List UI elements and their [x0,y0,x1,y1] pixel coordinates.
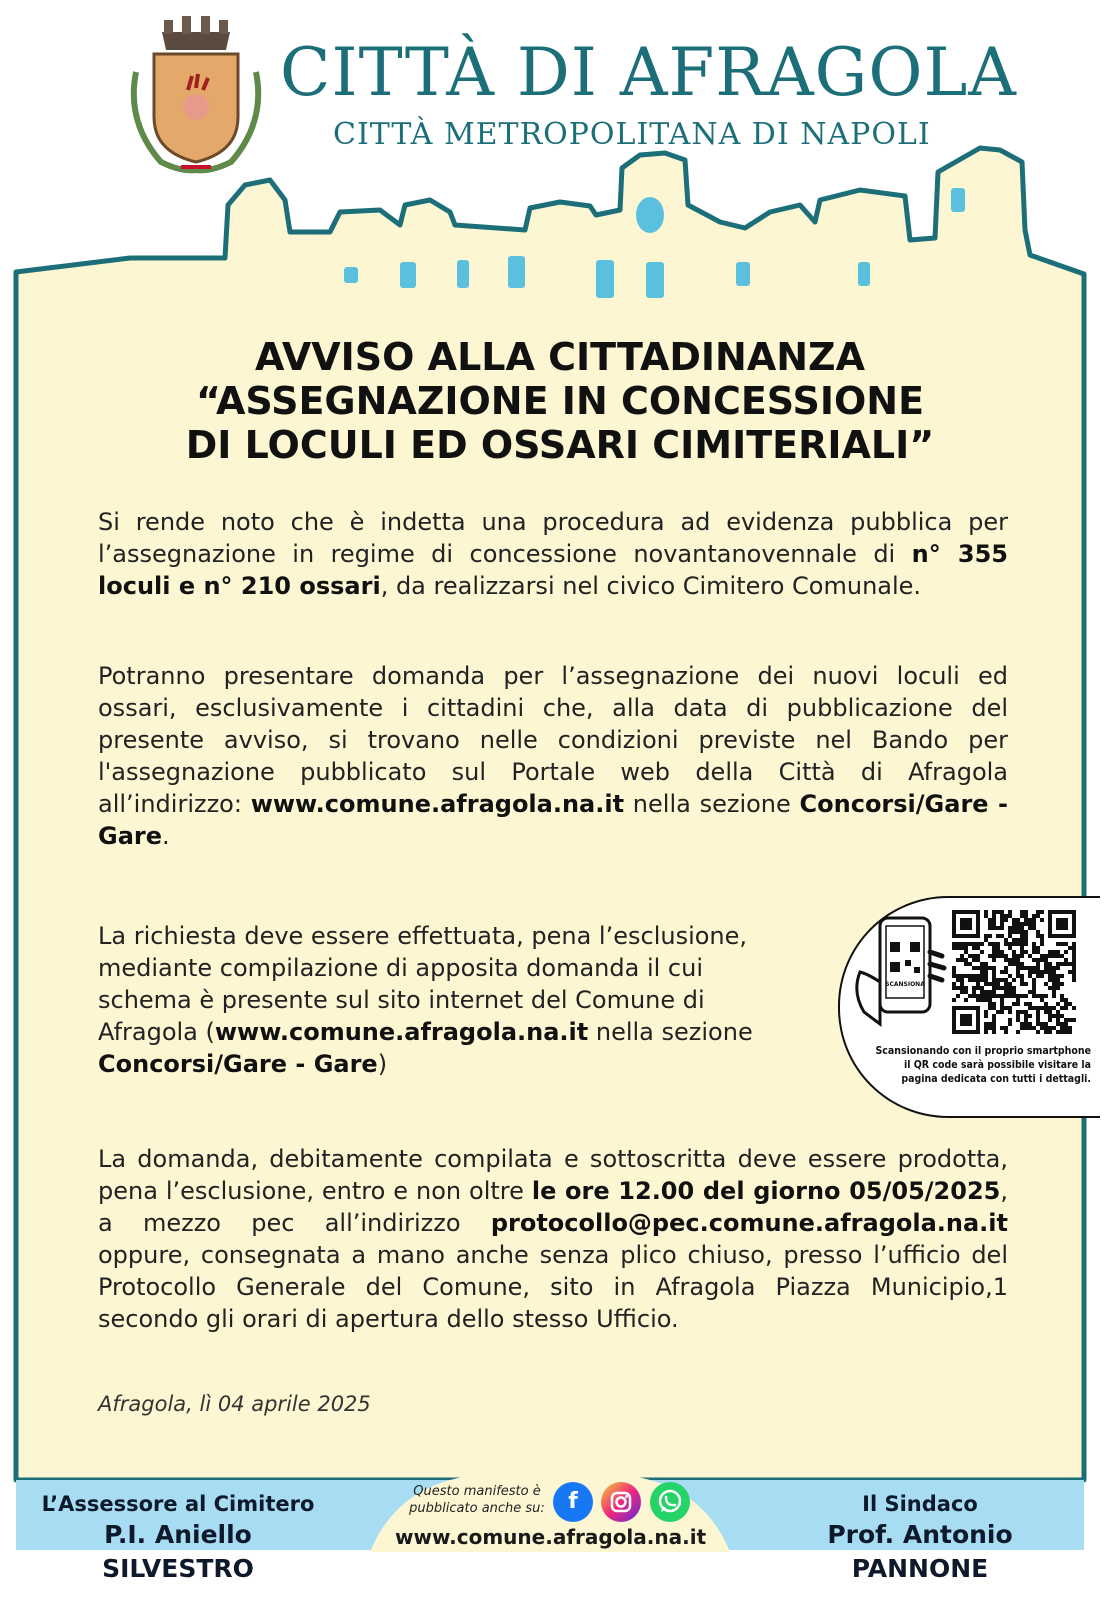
p4-text-b: , a mezzo pec all’indirizzo [98,1177,1008,1237]
phone-scan-icon [850,912,950,1032]
signature-mayor [770,1490,1070,1586]
qr-caption-line-1: Scansionando con il proprio smartphone [875,1045,1091,1057]
p2-section-name: Concorsi/Gare - Gare [98,790,1008,850]
signature-assessor [28,1490,328,1586]
p3-website-link[interactable]: www.comune.afragola.na.it [214,1018,589,1046]
headline-line-1: AVVISO ALLA CITTADINANZA [254,335,866,379]
city-subtitle: CITTÀ METROPOLITANA DI NAPOLI [333,117,931,152]
p4-text-c: oppure, consegnata a mano anche senza plico chiuso, presso l’ufficio del Protocollo Generale del Comune, sito in Afragola Piazza Municipio,1 secondo gli orari di apertura dello stesso Ufficio. [98,1241,1008,1333]
city-title: CITTÀ DI AFRAGOLA [280,34,1017,111]
qr-code[interactable] [952,910,1076,1034]
p2-text-c: . [162,822,170,850]
qr-caption [855,1044,1091,1086]
p1-text-a: Si rende noto che è indetta una procedura ad evidenza pubblica per l’assegnazione in regime di concessione novantanovennale di [98,508,1008,568]
facebook-icon[interactable]: f [553,1482,593,1522]
headline-line-2: “ASSEGNAZIONE IN CONCESSIONE [195,379,925,423]
p3-text-c: ) [377,1050,388,1078]
instagram-icon[interactable] [601,1482,641,1522]
p3-text-a: La richiesta deve essere effettuata, pena l’esclusione, mediante compilazione di apposita domanda il cui schema è presente sul sito internet del Comune di Afragola ( [98,922,748,1046]
p4-text-a: La domanda, debitamente compilata e sottoscritta deve essere prodotta, pena l’esclusione, entro e non oltre [98,1145,1008,1205]
city-crest-icon [126,12,266,177]
mayor-name: Prof. Antonio PANNONE [827,1520,1013,1583]
paragraph-deadline [98,1143,1008,1335]
notice-headline [90,335,1030,467]
whatsapp-icon[interactable] [650,1482,690,1522]
p3-section-name: Concorsi/Gare - Gare [98,1050,378,1078]
phone-label: SCANSIONA [885,981,925,988]
date-line: Afragola, lì 04 aprile 2025 [98,1392,371,1416]
paragraph-announcement [98,506,1008,602]
p4-deadline: le ore 12.00 del giorno 05/05/2025 [531,1177,1001,1205]
assessor-name: P.I. Aniello SILVESTRO [102,1520,254,1583]
p2-text-a: Potranno presentare domanda per l’assegnazione dei nuovi loculi ed ossari, esclusivamente i cittadini che, alla data di pubblicazione del presente avviso, si trovano nelle condizioni previste nel Bando per l'assegnazione pubblicato sul Portale web della Città di Afragola all’indirizzo: [98,662,1008,818]
p3-text-b: nella sezione [588,1018,753,1046]
publish-note: Questo manifesto è pubblicato anche su: [409,1484,545,1516]
p4-pec-address[interactable]: protocollo@pec.comune.afragola.na.it [490,1209,1008,1237]
p2-text-b: nella sezione [624,790,800,818]
paragraph-application [98,920,788,1080]
footer-website-link[interactable]: www.comune.afragola.na.it [395,1525,707,1549]
qr-caption-line-3: pagina dedicata con tutti i dettagli. [901,1073,1091,1085]
qr-caption-line-2: il QR code sarà possibile visitare la [904,1059,1091,1071]
mayor-role: Il Sindaco [862,1492,978,1516]
assessor-role: L’Assessore al Cimitero [41,1492,315,1516]
p1-quantities: n° 355 loculi e n° 210 ossari [98,540,1008,600]
p1-text-c: , da realizzarsi nel civico Cimitero Comunale. [380,572,922,600]
p2-website-link[interactable]: www.comune.afragola.na.it [250,790,625,818]
paragraph-eligibility [98,660,1008,852]
headline-line-3: DI LOCULI ED OSSARI CIMITERIALI” [185,423,935,467]
